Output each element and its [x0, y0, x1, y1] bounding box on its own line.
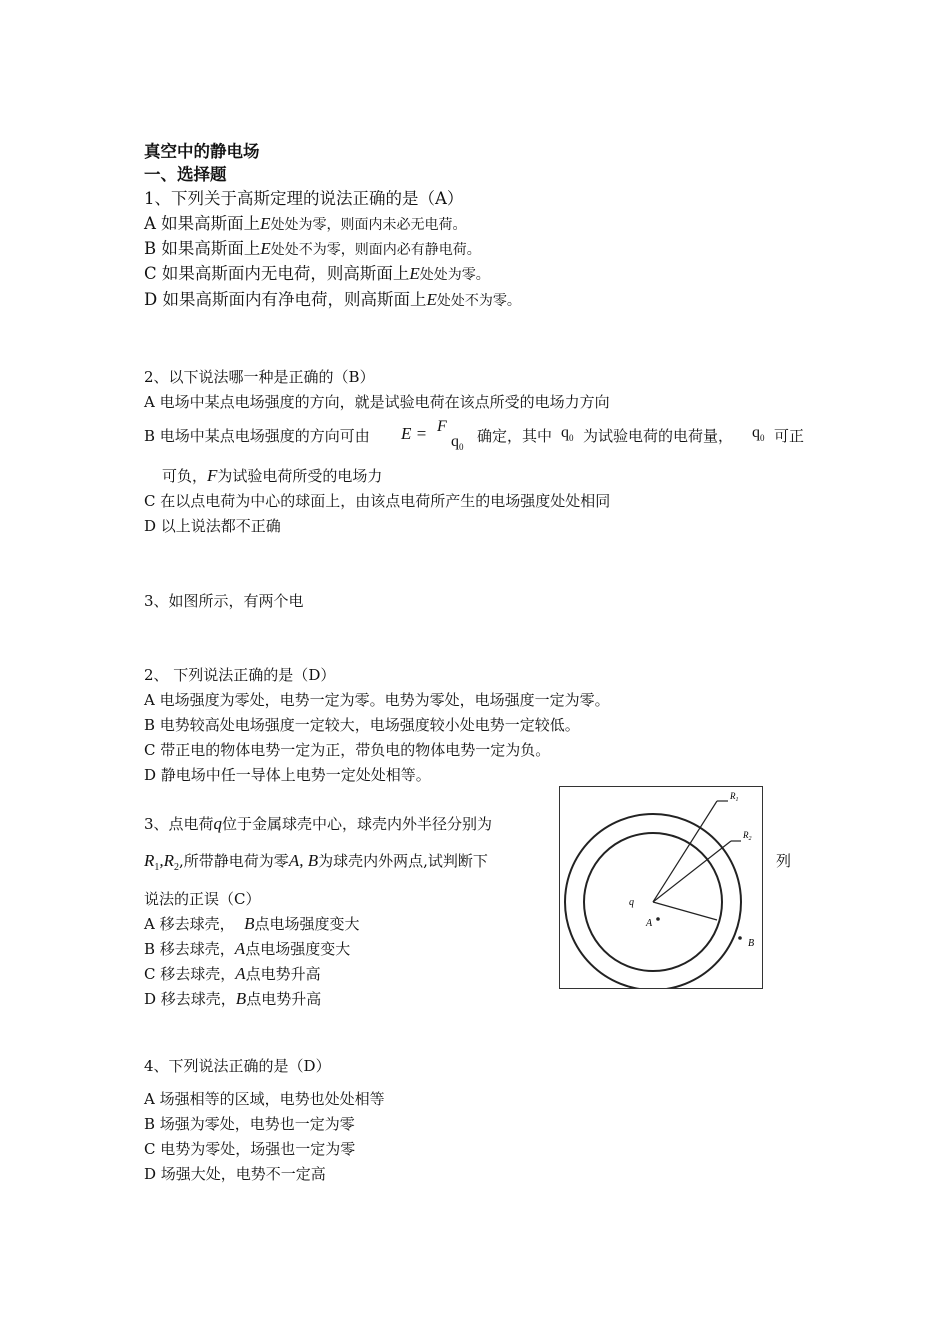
shell-diagram	[560, 787, 762, 988]
q1-option-c: C 如果高斯面内无电荷，则高斯面上E处处为零。	[144, 264, 490, 283]
label-a: A	[646, 918, 653, 929]
q3b-line3: 说法的正误（C）	[144, 890, 261, 908]
q2a-option-b-mid2: 为试验电荷的电荷量，	[583, 427, 734, 445]
q4-stem: 4、下列说法正确的是（D）	[144, 1057, 331, 1075]
q3b-option-c: C 移去球壳，A点电势升高	[144, 964, 321, 983]
q3b-stem: 3、点电荷q位于金属球壳中心，球壳内外半径分别为	[144, 814, 493, 833]
q2b-stem: 2、 下列说法正确的是（D）	[144, 666, 336, 684]
q2a-stem: 2、以下说法哪一种是正确的（B）	[144, 368, 375, 386]
q2a-option-b-mid3: 可正	[774, 427, 805, 445]
q2a-option-c: C 在以点电荷为中心的球面上，由该点电荷所产生的电场强度处处相同	[144, 492, 611, 510]
formula-numerator: F	[437, 418, 447, 435]
point-b-dot	[738, 936, 742, 940]
formula-denominator: $q_0$	[451, 433, 464, 452]
section-heading: 一、选择题	[144, 165, 227, 184]
q4-option-c: C 电势为零处，场强也一定为零	[144, 1140, 356, 1158]
q1-option-d: D 如果高斯面内有净电荷，则高斯面上E处处不为零。	[144, 290, 521, 309]
q3b-line2-tail: 列	[776, 852, 792, 870]
q4-option-d: D 场强大处，电势不一定高	[144, 1165, 326, 1183]
q2b-option-b: B 电势较高处电场强度一定较大，电场强度较小处电势一定较低。	[144, 716, 580, 734]
label-r2: $R_2$	[743, 830, 752, 842]
q3b-line2: $R_1,R_2$,所带静电荷为零A, B为球壳内外两点,试判断下	[144, 851, 488, 873]
page-title: 真空中的静电场	[144, 142, 260, 161]
q3a-stem: 3、如图所示，有两个电	[144, 592, 304, 610]
q2a-option-b-mid1: 确定，其中	[477, 427, 553, 445]
label-b: B	[748, 938, 755, 949]
q2a-option-d: D 以上说法都不正确	[144, 517, 281, 535]
q0-symbol-1: $q_0$	[561, 424, 574, 443]
q1-option-b: B 如果高斯面上E处处不为零，则面内必有静电荷。	[144, 239, 481, 258]
q2b-option-a: A 电场强度为零处，电势一定为零。电势为零处，电场强度一定为零。	[144, 691, 610, 709]
q3b-option-a: A 移去球壳， B点电场强度变大	[144, 914, 360, 933]
q3b-option-b: B 移去球壳，A点电场强度变大	[144, 939, 351, 958]
q1-stem: 1、下列关于高斯定理的说法正确的是（A）	[144, 189, 464, 208]
q4-option-a: A 场强相等的区域，电势也处处相等	[144, 1090, 385, 1108]
label-q: q	[629, 897, 634, 908]
q1-option-a: A 如果高斯面上E处处为零，则面内未必无电荷。	[144, 214, 467, 233]
radius-r2-line	[653, 841, 731, 902]
formula-lhs: E =	[401, 424, 428, 443]
q0-symbol-2: $q_0$	[752, 424, 765, 443]
point-a-dot	[656, 917, 660, 921]
radius-line-3	[653, 902, 717, 920]
radius-r1-line	[653, 801, 717, 902]
q2b-option-c: C 带正电的物体电势一定为正，带负电的物体电势一定为负。	[144, 741, 551, 759]
q4-option-b: B 场强为零处，电势也一定为零	[144, 1115, 355, 1133]
q2a-option-b-continued: 可负，F为试验电荷所受的电场力	[162, 466, 383, 485]
q2a-option-b: B 电场中某点电场强度的方向可由	[144, 427, 370, 445]
q2b-option-d: D 静电场中任一导体上电势一定处处相等。	[144, 766, 431, 784]
spherical-shell-figure	[559, 786, 763, 989]
q2a-option-a: A 电场中某点电场强度的方向，就是试验电荷在该点所受的电场力方向	[144, 393, 610, 411]
q3b-option-d: D 移去球壳，B点电势升高	[144, 989, 322, 1008]
label-r1: $R_1$	[730, 791, 739, 803]
